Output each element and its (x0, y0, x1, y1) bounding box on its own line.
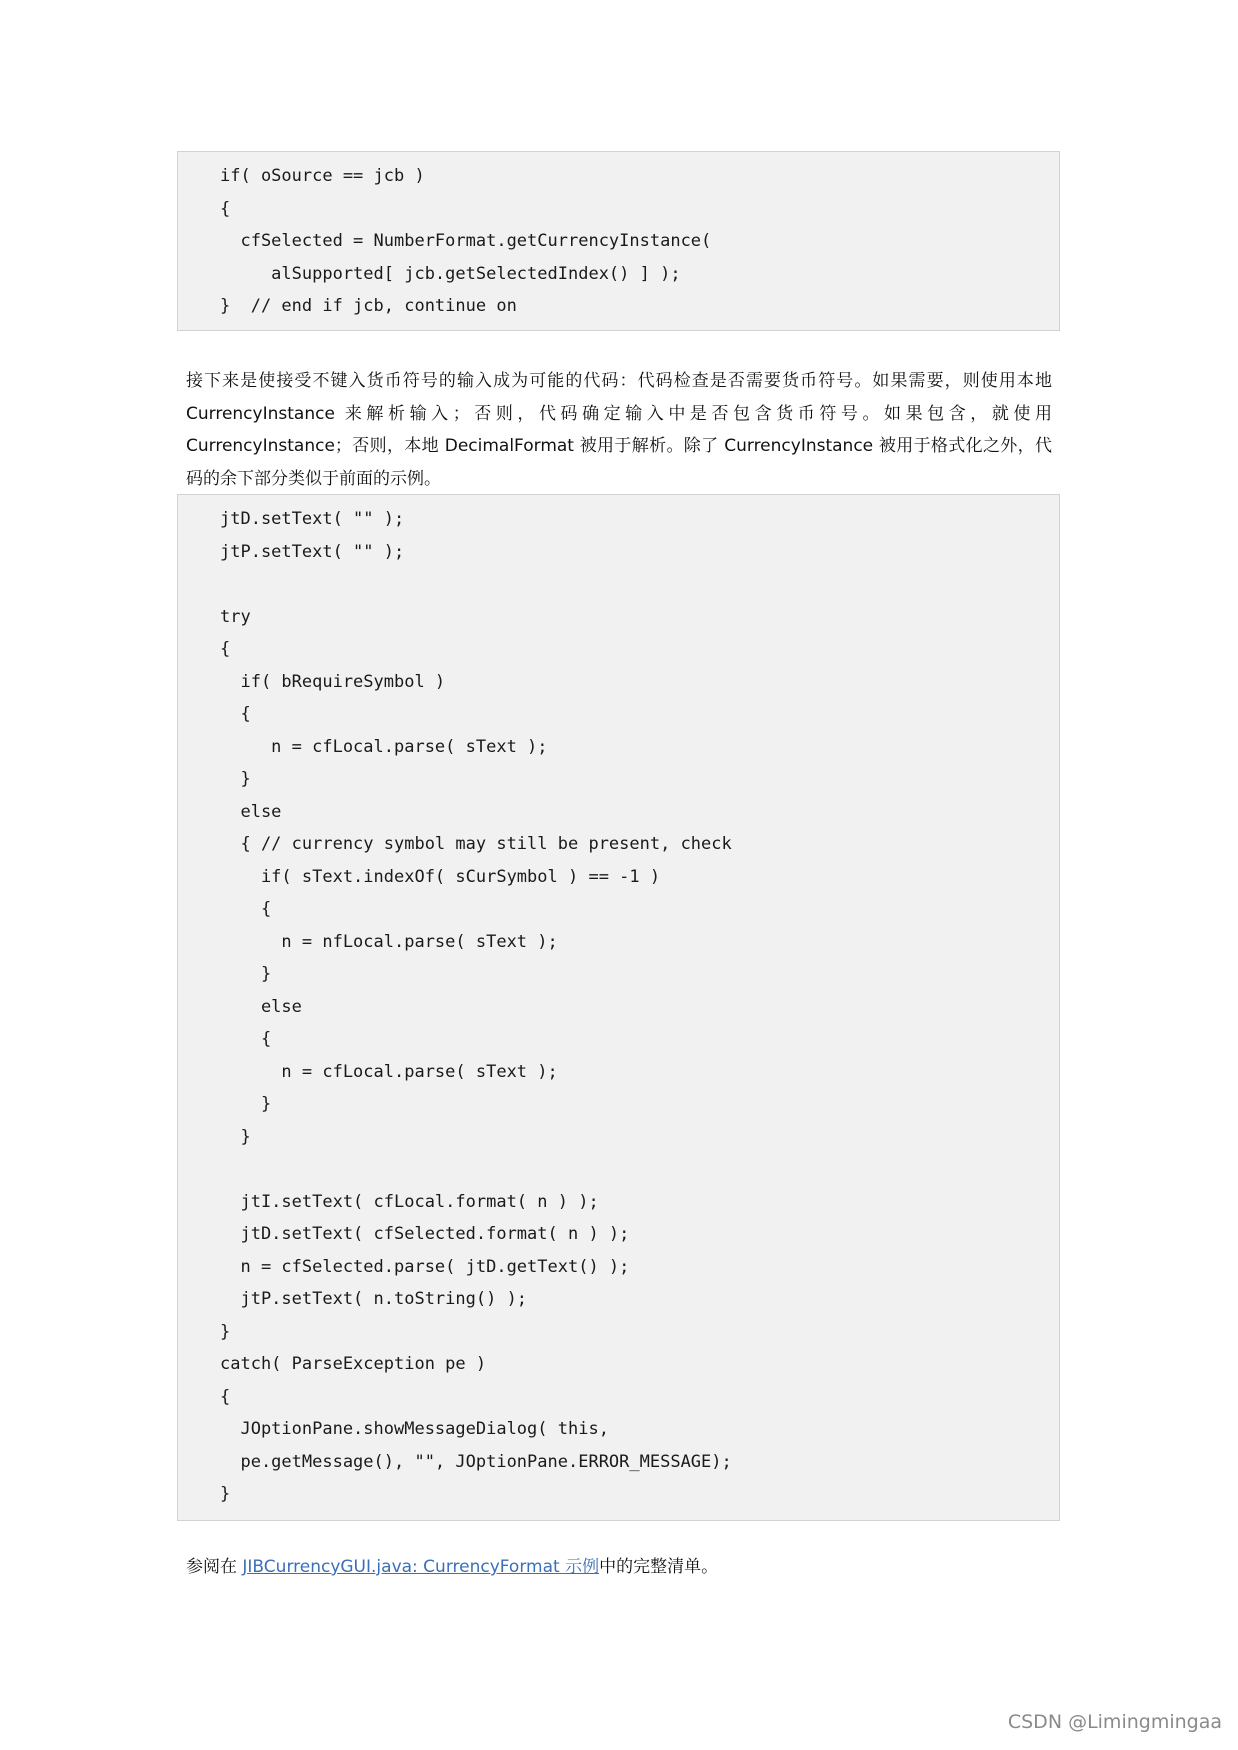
code-line (220, 568, 1059, 601)
code-line: jtP.setText( "" ); (220, 541, 405, 562)
code-line: { (220, 1029, 272, 1049)
code-line: } (220, 1126, 251, 1147)
code-line: n = nfLocal.parse( sText ); (220, 931, 558, 952)
code-line: { (220, 704, 251, 724)
code-line: if( bRequireSymbol ) (220, 671, 446, 692)
code-line: else (220, 801, 282, 822)
code-block-currency-selection (177, 151, 1060, 331)
code-line: if( sText.indexOf( sCurSymbol ) == -1 ) (220, 866, 661, 887)
code-line: { // currency symbol may still be present, check (220, 834, 732, 854)
code-line: { (220, 1386, 231, 1407)
code-line: } (220, 769, 251, 789)
code-line: alSupported[ jcb.getSelectedIndex() ] ); (220, 263, 681, 284)
code-line: catch( ParseException pe ) (220, 1354, 487, 1374)
code-line: jtP.setText( n.toString() ); (220, 1289, 528, 1309)
code-line: { (220, 198, 231, 219)
code-line: n = cfLocal.parse( sText ); (220, 1061, 558, 1082)
code-line: jtD.setText( cfSelected.format( n ) ); (220, 1224, 630, 1244)
code-line: n = cfLocal.parse( sText ); (220, 736, 548, 757)
csdn-watermark: CSDN @Limingmingaa (1007, 1711, 1222, 1733)
code-line: jtD.setText( "" ); (220, 509, 405, 529)
see-also-paragraph (186, 1551, 1052, 1584)
code-line: n = cfSelected.parse( jtD.getText() ); (220, 1256, 630, 1277)
code-line (220, 1153, 1059, 1186)
see-also-suffix: 中的完整清单。 (599, 1557, 719, 1577)
code-line: try (220, 606, 251, 627)
code-line: } (220, 1484, 231, 1504)
code-line: { (220, 899, 272, 919)
code-line: } (220, 1094, 272, 1114)
code-line: pe.getMessage(), "", JOptionPane.ERROR_MESSAGE); (220, 1451, 732, 1472)
intro-paragraph: 接下来是使接受不键入货币符号的输入成为可能的代码：代码检查是否需要货币符号。如果需要，则使用本地 CurrencyInstance 来解析输入；否则，代码确定输入中是否包含货币符号。如果包含，就使用 CurrencyInstance；否则，本地 DecimalFormat 被用于解析。除了 CurrencyInstance 被用于格式化之外，代码的余下部分类似于前面的示例。 (186, 371, 1052, 489)
see-also-prefix: 参阅在 (186, 1557, 243, 1577)
code-line: } (220, 1321, 231, 1342)
code-line: { (220, 639, 231, 659)
currency-example-link[interactable]: JIBCurrencyGUI.java: CurrencyFormat 示例 (242, 1557, 600, 1577)
code-line: else (220, 996, 302, 1017)
code-line: if( oSource == jcb ) (220, 166, 425, 186)
code-line: JOptionPane.showMessageDialog( this, (220, 1419, 609, 1439)
code-line: } (220, 964, 272, 984)
code-line: jtI.setText( cfLocal.format( n ) ); (220, 1191, 599, 1212)
code-line: cfSelected = NumberFormat.getCurrencyInstance( (220, 231, 712, 251)
code-line: } // end if jcb, continue on (220, 296, 517, 316)
code-block-parse-input (177, 494, 1060, 1521)
